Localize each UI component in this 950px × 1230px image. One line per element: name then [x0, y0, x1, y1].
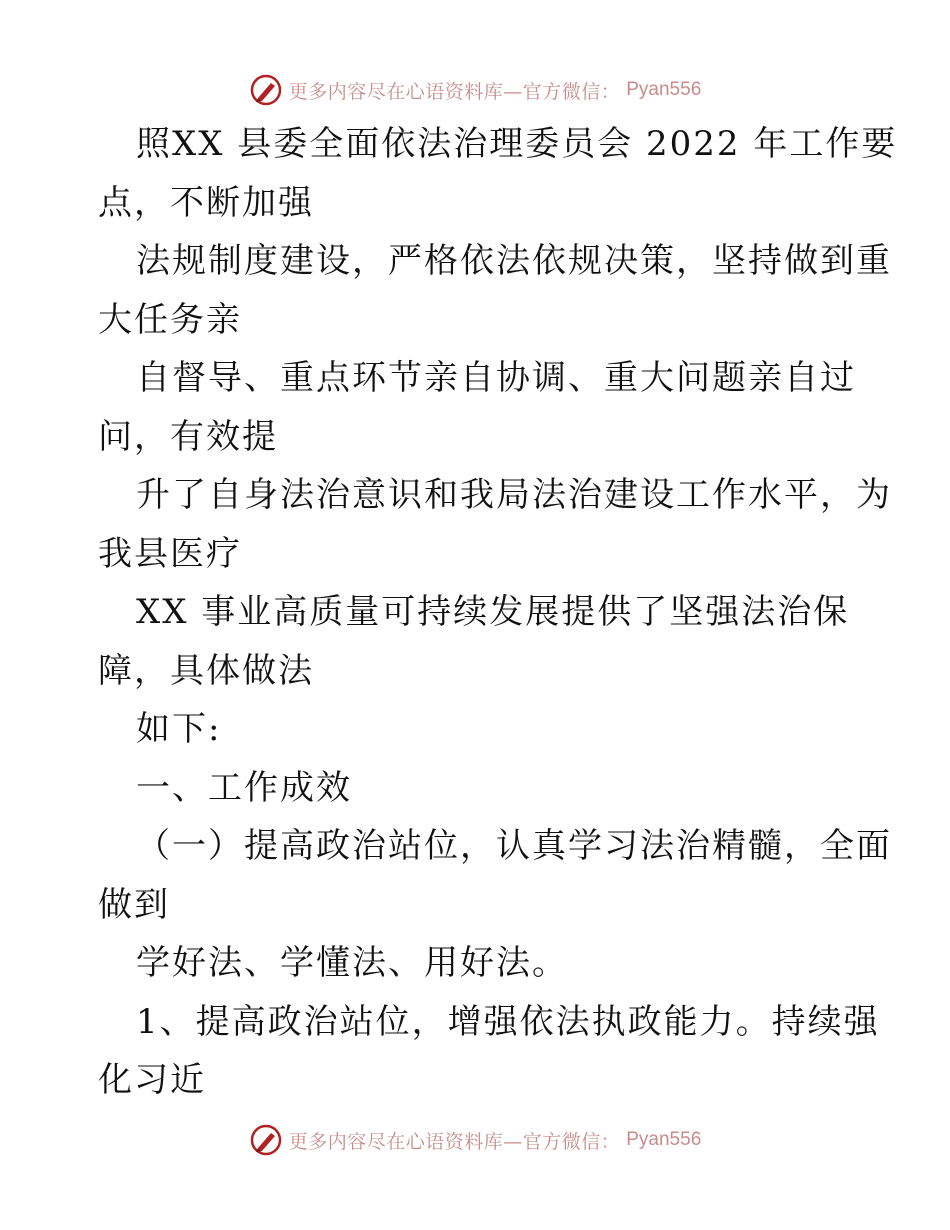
text-line: 如下: — [136, 709, 222, 749]
text-line: 自督导、重点环节亲自协调、重大问题亲自过 — [136, 358, 856, 398]
text-line: XX 事业高质量可持续发展提供了坚强法治保 — [136, 592, 850, 632]
text-line: 1、提高政治站位，增强依法执政能力。持续强 — [136, 1001, 880, 1042]
text-line: 障，具体做法 — [98, 650, 314, 691]
watermark-text: 更多内容尽在心语资料库—官方微信： — [288, 1130, 621, 1153]
header-watermark — [0, 70, 950, 110]
text-line: 一、工作成效 — [136, 767, 352, 808]
text-line: 照XX 县委全面依法治理委员会 2022 年工作要 — [136, 124, 898, 164]
watermark-id: Pyan556 — [626, 1129, 702, 1150]
text-line: 大任务亲 — [98, 299, 242, 340]
watermark-text: 更多内容尽在心语资料库—官方微信： — [288, 80, 621, 103]
text-line: 化习近 — [98, 1060, 206, 1100]
footer-watermark — [0, 1120, 950, 1160]
document-body — [98, 115, 898, 1110]
text-line: 我县医疗 — [98, 533, 242, 574]
text-line: 问，有效提 — [98, 416, 278, 457]
text-line: 做到 — [98, 884, 170, 925]
text-line: （一）提高政治站位，认真学习法治精髓，全面 — [136, 826, 892, 866]
text-line: 点，不断加强 — [98, 182, 314, 223]
text-line: 升了自身法治意识和我局法治建设工作水平，为 — [136, 475, 892, 515]
pen-logo-icon — [249, 1123, 283, 1157]
text-line: 学好法、学懂法、用好法。 — [136, 943, 568, 983]
text-line: 法规制度建设，严格依法依规决策，坚持做到重 — [136, 241, 892, 281]
watermark-id: Pyan556 — [626, 79, 702, 100]
pen-logo-icon — [249, 73, 283, 107]
